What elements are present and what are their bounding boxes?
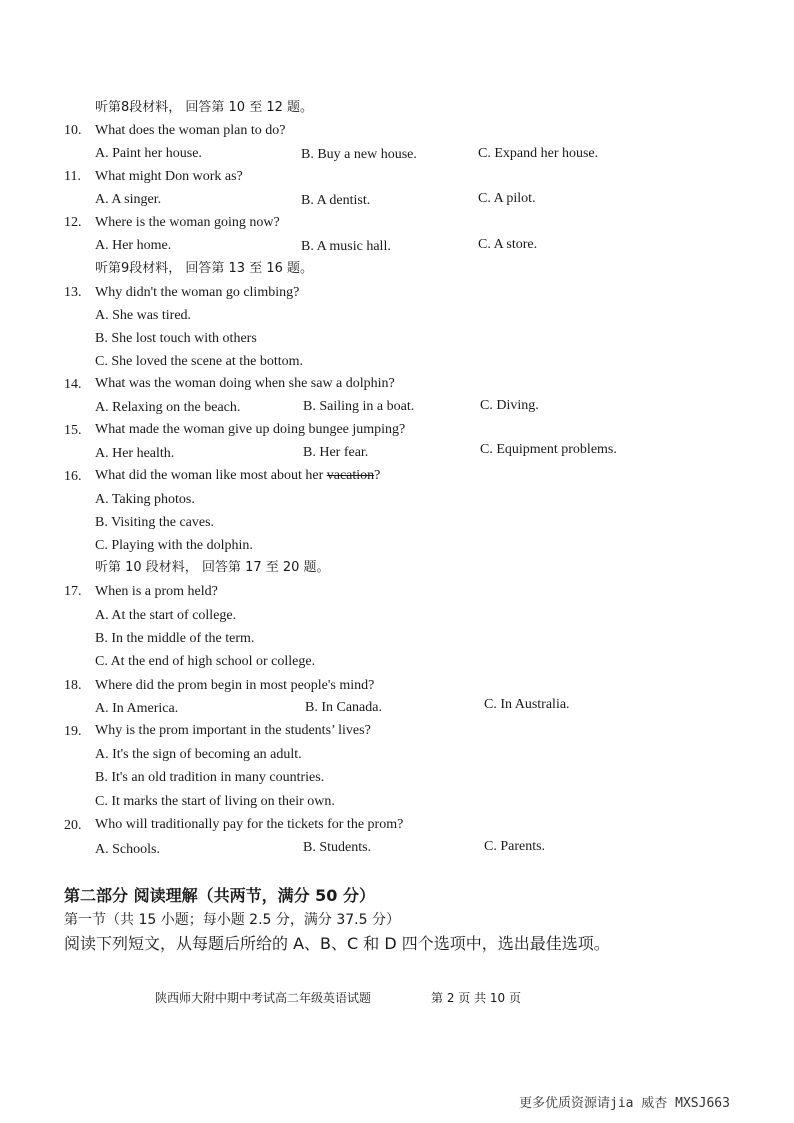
listening-section-8-header: 听第8段材料， 回答第 10 至 12 题。 [95,100,314,115]
question-11-stem: What might Don work as? [95,169,243,184]
question-13-stem: Why didn't the woman go climbing? [95,285,300,300]
question-17-number: 17. [64,584,82,599]
question-16-struck-word: vacation [326,468,375,483]
question-18-option-b: B. In Canada. [305,700,382,715]
question-10-option-a: A. Paint her house. [95,146,202,161]
question-20-option-c: C. Parents. [484,839,546,854]
question-15-option-b: B. Her fear. [303,445,369,460]
question-15-number: 15. [64,423,82,438]
question-15-option-c: C. Equipment problems. [480,442,617,457]
question-17-option-a: A. At the start of college. [95,608,237,623]
question-10-option-b: B. Buy a new house. [301,147,417,162]
question-20-stem: Who will traditionally pay for the tickets for the prom? [95,817,404,832]
footer-page-number: 第 2 页 共 10 页 [431,991,521,1005]
question-17-stem: When is a prom held? [95,584,218,599]
question-11-option-c: C. A pilot. [478,191,536,206]
question-14-option-c: C. Diving. [480,398,539,413]
question-14-stem: What was the woman doing when she saw a dolphin? [95,376,395,391]
question-18-option-c: C. In Australia. [484,697,570,712]
listening-section-10-header: 听第 10 段材料， 回答第 17 至 20 题。 [95,560,330,575]
question-18-option-a: A. In America. [95,701,179,716]
question-14-option-b: B. Sailing in a boat. [303,399,415,414]
question-12-number: 12. [64,215,82,230]
question-15-option-a: A. Her health. [95,446,175,461]
listening-section-9-header: 听第9段材料， 回答第 13 至 16 题。 [95,261,314,276]
question-18-stem: Where did the prom begin in most people's mind? [95,678,375,693]
part-2-title: 第二部分 阅读理解（共两节，满分 50 分） [64,886,375,905]
question-19-stem: Why is the prom important in the students’ lives? [95,723,371,738]
question-11-number: 11. [64,169,81,184]
question-16-stem [95,467,380,485]
question-16-option-c: C. Playing with the dolphin. [95,538,253,553]
question-20-option-a: A. Schools. [95,842,160,857]
question-11-option-a: A. A singer. [95,192,162,207]
question-20-option-b: B. Students. [303,840,372,855]
question-17-option-b: B. In the middle of the term. [95,631,255,646]
question-14-number: 14. [64,377,82,392]
question-19-option-b: B. It's an old tradition in many countries. [95,770,325,785]
question-13-option-a: A. She was tired. [95,308,192,323]
question-16-option-a: A. Taking photos. [95,492,195,507]
question-10-number: 10. [64,123,82,138]
question-19-option-c: C. It marks the start of living on their own. [95,794,335,809]
question-20-number: 20. [64,818,82,833]
question-11-option-b: B. A dentist. [301,193,371,208]
question-19-number: 19. [64,724,82,739]
question-16-stem-text: What did the woman like most about her [95,468,324,483]
footer-exam-name: 陕西师大附中期中考试高二年级英语试题 [155,991,372,1005]
question-13-option-b: B. She lost touch with others [95,331,257,346]
part-2-instruction: 阅读下列短文，从每题后所给的 A、B、C 和 D 四个选项中，选出最佳选项。 [64,934,610,953]
question-15-stem: What made the woman give up doing bungee jumping? [95,422,406,437]
question-16-stem-end: ? [374,468,381,483]
question-12-stem: Where is the woman going now? [95,215,280,230]
question-13-option-c: C. She loved the scene at the bottom. [95,354,304,369]
question-16-option-b: B. Visiting the caves. [95,515,215,530]
question-18-number: 18. [64,678,82,693]
question-12-option-b: B. A music hall. [301,239,391,254]
question-12-option-c: C. A store. [478,237,538,252]
question-13-number: 13. [64,285,82,300]
part-2-section-1-heading: 第一节（共 15 小题；每小题 2.5 分，满分 37.5 分） [64,912,400,928]
question-19-option-a: A. It's the sign of becoming an adult. [95,747,302,762]
question-10-stem: What does the woman plan to do? [95,123,286,138]
question-17-option-c: C. At the end of high school or college. [95,654,316,669]
question-10-option-c: C. Expand her house. [478,146,599,161]
watermark-text: 更多优质资源请jia 威杏 MXSJ663 [519,1096,730,1111]
question-14-option-a: A. Relaxing on the beach. [95,400,241,415]
question-16-number: 16. [64,469,82,484]
question-12-option-a: A. Her home. [95,238,172,253]
